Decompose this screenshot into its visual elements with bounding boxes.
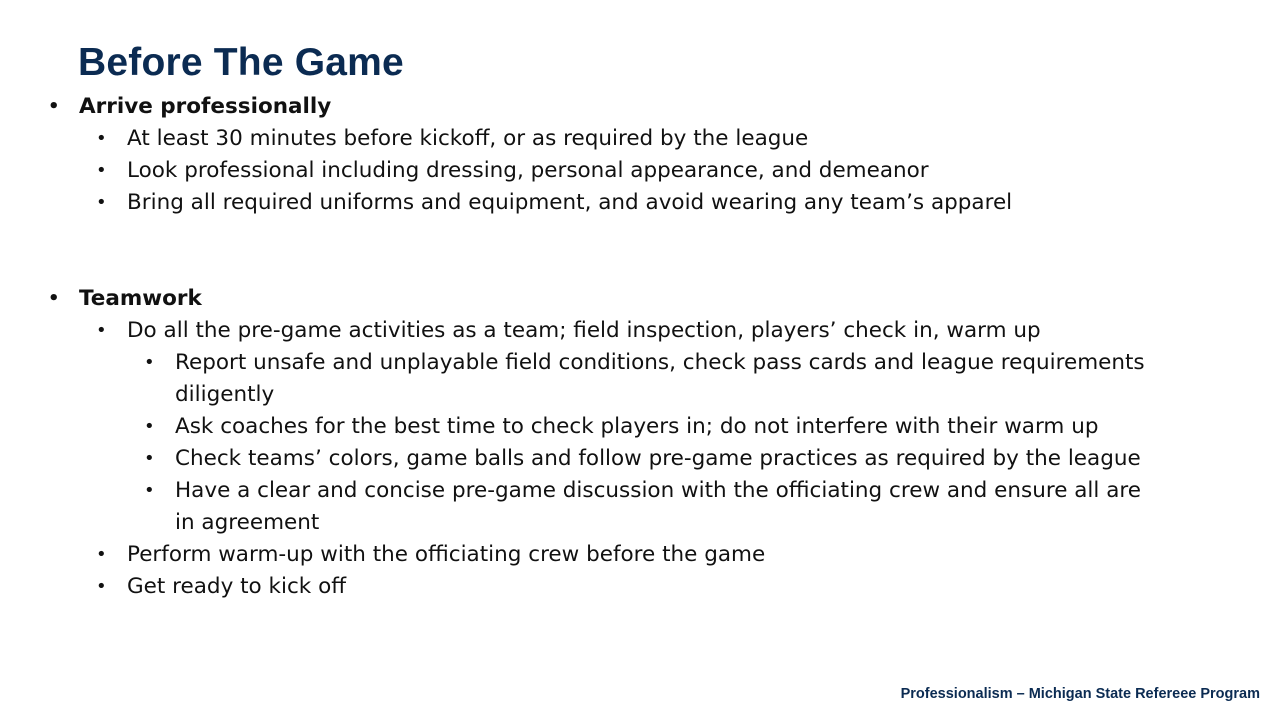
list-item-text: Get ready to kick off bbox=[127, 574, 347, 599]
list-item-text: Perform warm-up with the officiating crew before the game bbox=[127, 542, 766, 567]
slide-content bbox=[0, 91, 1240, 603]
sub-list-item-text: Report unsafe and unplayable field conditions, check pass cards and league requirements diligently bbox=[175, 350, 1145, 407]
sub-list-item-text: Check teams’ colors, game balls and follow pre-game practices as required by the league bbox=[175, 446, 1141, 471]
bullet-icon: • bbox=[96, 128, 107, 149]
slide-footer: Professionalism – Michigan State Refereee Program bbox=[900, 686, 1260, 702]
list-item bbox=[0, 539, 1240, 571]
sub-list-item bbox=[0, 411, 1240, 443]
bullet-icon: • bbox=[96, 576, 107, 597]
list-item-text: At least 30 minutes before kickoff, or as required by the league bbox=[127, 126, 809, 151]
sub-list-item-text: Have a clear and concise pre-game discussion with the officiating crew and ensure all are in agreement bbox=[175, 478, 1141, 535]
list-item-text: Bring all required uniforms and equipment, and avoid wearing any team’s apparel bbox=[127, 190, 1013, 215]
bullet-icon: • bbox=[96, 320, 107, 341]
section-spacer bbox=[0, 219, 1240, 283]
list-item bbox=[0, 155, 1240, 187]
sub-list-item bbox=[0, 347, 1240, 411]
section-heading-text: Arrive professionally bbox=[79, 94, 332, 119]
bullet-icon: • bbox=[144, 480, 155, 501]
list-item bbox=[0, 315, 1240, 347]
section-heading-text: Teamwork bbox=[79, 286, 202, 311]
sub-list-item-text: Ask coaches for the best time to check players in; do not interfere with their warm up bbox=[175, 414, 1099, 439]
list-item bbox=[0, 187, 1240, 219]
bullet-icon: • bbox=[48, 96, 60, 117]
slide-title: Before The Game bbox=[78, 41, 404, 84]
section-heading-arrive bbox=[0, 91, 1240, 123]
bullet-icon: • bbox=[96, 544, 107, 565]
bullet-icon: • bbox=[144, 416, 155, 437]
bullet-icon: • bbox=[144, 448, 155, 469]
sub-list-item bbox=[0, 443, 1240, 475]
list-item bbox=[0, 571, 1240, 603]
list-item bbox=[0, 123, 1240, 155]
bullet-icon: • bbox=[96, 192, 107, 213]
bullet-icon: • bbox=[96, 160, 107, 181]
sub-list-item bbox=[0, 475, 1240, 539]
list-item-text: Look professional including dressing, personal appearance, and demeanor bbox=[127, 158, 929, 183]
section-heading-teamwork bbox=[0, 283, 1240, 315]
bullet-icon: • bbox=[144, 352, 155, 373]
bullet-icon: • bbox=[48, 288, 60, 309]
list-item-text: Do all the pre-game activities as a team; field inspection, players’ check in, warm up bbox=[127, 318, 1041, 343]
